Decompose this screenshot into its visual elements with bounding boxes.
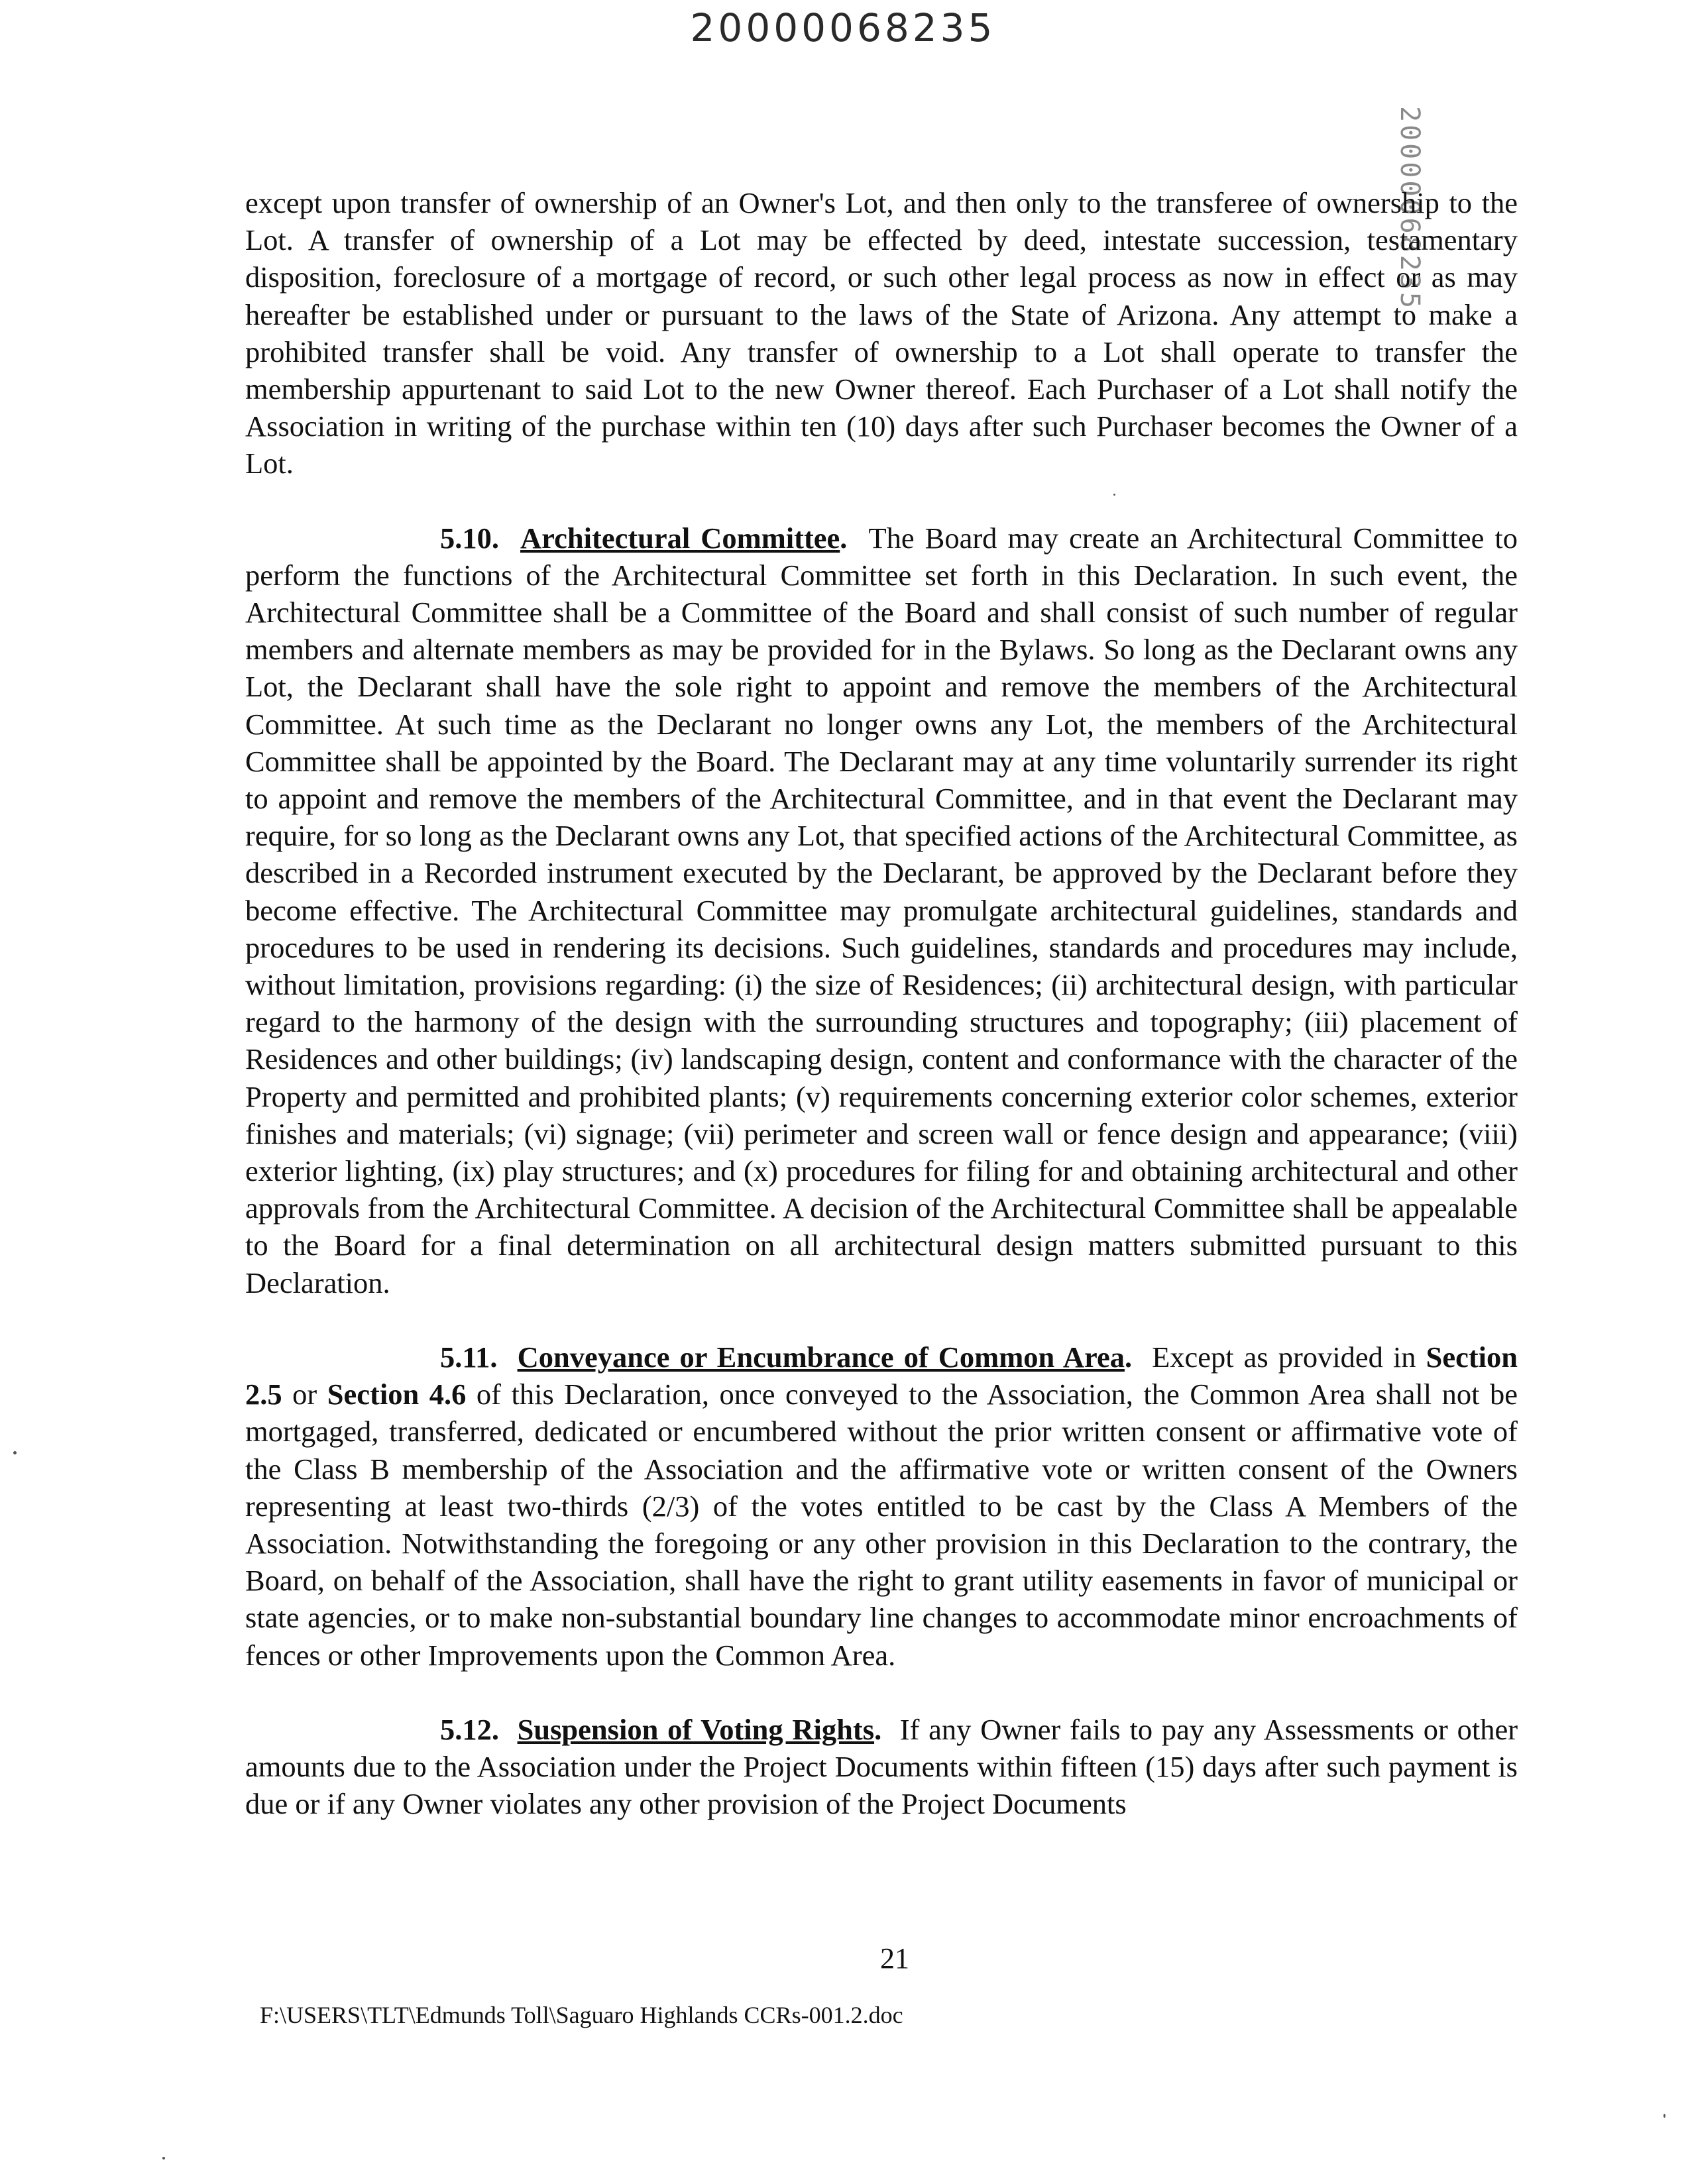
page-number: 21	[880, 1942, 909, 1975]
section-body: If any Owner fails to pay any Assessments or other amounts due to the Association under the Project Documents within fifteen (15) days after such payment is due or if any Owner violates any other provision of the Project Documents	[245, 1712, 1518, 1821]
section-title: Conveyance or Encumbrance of Common Area	[517, 1340, 1125, 1374]
continuation-paragraph: except upon transfer of ownership of an Owner's Lot, and then only to the transferee of ownership to the Lot. A transfer of ownership of a Lot may be effected by deed, intestate succession, testamentary disposition, foreclosure of a mortgage of record, or such other legal process as now in effect or as may hereafter be established under or pursuant to the laws of the State of Arizona. Any attempt to make a prohibited transfer shall be void. Any transfer of ownership to a Lot shall operate to transfer the membership appurtenant to said Lot to the new Owner thereof. Each Purchaser of a Lot shall notify the Association in writing of the purchase within ten (10) days after such Purchaser becomes the Owner of a Lot.	[245, 186, 1518, 480]
section-body: The Board may create an Architectural Committee to perform the functions of the Architectural Committee set forth in this Declaration. In such event, the Architectural Committee shall be a Committee of the Board and shall consist of such number of regular members and alternate members as may be provided for in the Bylaws. So long as the Declarant owns any Lot, the Declarant shall have the sole right to appoint and remove the members of the Architectural Committee. At such time as the Declarant no longer owns any Lot, the members of the Architectural Committee shall be appointed by the Board. The Declarant may at any time voluntarily surrender its right to appoint and remove the members of the Architectural Committee, and in that event the Declarant may require, for so long as the Declarant owns any Lot, that specified actions of the Architectural Committee, as described in a Recorded instrument executed by the Declarant, be approved by the Declarant before they become effective. The Architectural Committee may promulgate architectural guidelines, standards and procedures to be used in rendering its decisions. Such guidelines, standards and procedures may include, without limitation, provisions regarding: (i) the size of Residences; (ii) architectural design, with particular regard to the harmony of the design with the surrounding structures and topography; (iii) placement of Residences and other buildings; (iv) landscaping design, content and conformance with the character of the Property and permitted and prohibited plants; (v) requirements concerning exterior color schemes, exterior finishes and materials; (vi) signage; (vii) perimeter and screen wall or fence design and appearance; (viii) exterior lighting, (ix) play structures; and (x) procedures for filing for and obtaining architectural and other approvals from the Architectural Committee. A decision of the Architectural Committee shall be appealable to the Board for a final determination on all architectural design matters submitted pursuant to this Declaration.	[245, 521, 1518, 1299]
section-reference: Section 2.5	[245, 1340, 1518, 1411]
section-body-lead: Except as provided in	[1152, 1340, 1416, 1374]
document-body	[245, 184, 1518, 1859]
section-5-11: 5.11. Conveyance or Encumbrance of Common Area. Except as provided in Section 2.5 or Section 4.6 of this Declaration, once conveyed to the Association, the Common Area shall not be mortgaged, transferred, dedicated or encumbered without the prior written consent or affirmative vote of the Class B membership of the Association and the affirmative vote or written consent of the Owners representing at least two-thirds (2/3) of the votes entitled to be cast by the Class A Members of the Association. Notwithstanding the foregoing or any other provision in this Declaration to the contrary, the Board, on behalf of the Association, shall have the right to grant utility easements in favor of municipal or state agencies, or to make non-substantial boundary line changes to accommodate minor encroachments of fences or other Improvements upon the Common Area.	[245, 1340, 1518, 1672]
section-number: 5.12.	[440, 1712, 499, 1746]
scan-speck	[1113, 494, 1115, 496]
scan-speck	[13, 1451, 17, 1454]
section-reference: Section 4.6	[327, 1378, 467, 1411]
section-body-rest: of this Declaration, once conveyed to the Association, the Common Area shall not be mortgaged, transferred, dedicated or encumbered without the prior written consent or affirmative vote of the Class B membership of the Association and the affirmative vote or written consent of the Owners representing at least two-thirds (2/3) of the votes entitled to be cast by the Class A Members of the Association. Notwithstanding the foregoing or any other provision in this Declaration to the contrary, the Board, on behalf of the Association, shall have the right to grant utility easements in favor of municipal or state agencies, or to make non-substantial boundary line changes to accommodate minor encroachments of fences or other Improvements upon the Common Area.	[245, 1378, 1518, 1672]
section-title: Suspension of Voting Rights	[517, 1712, 875, 1746]
section-title: Architectural Committee	[520, 521, 840, 555]
scan-speck	[162, 2157, 165, 2159]
document-number-header: 20000068235	[690, 5, 996, 50]
section-number: 5.11.	[440, 1340, 498, 1374]
side-stamp-number: 20000068235	[1394, 106, 1425, 311]
section-5-10: 5.10. Architectural Committee. The Board may create an Architectural Committee to perform the functions of the Architectural Committee set forth in this Declaration. In such event, the Architectural Committee shall be a Committee of the Board and shall consist of such number of regular members and alternate members as may be provided for in the Bylaws. So long as the Declarant owns any Lot, the Declarant shall have the sole right to appoint and remove the members of the Architectural Committee. At such time as the Declarant no longer owns any Lot, the members of the Architectural Committee shall be appointed by the Board. The Declarant may at any time voluntarily surrender its right to appoint and remove the members of the Architectural Committee, and in that event the Declarant may require, for so long as the Declarant owns any Lot, that specified actions of the Architectural Committee, as described in a Recorded instrument executed by the Declarant, be approved by the Declarant before they become effective. The Architectural Committee may promulgate architectural guidelines, standards and procedures to be used in rendering its decisions. Such guidelines, standards and procedures may include, without limitation, provisions regarding: (i) the size of Residences; (ii) architectural design, with particular regard to the harmony of the design with the surrounding structures and topography; (iii) placement of Residences and other buildings; (iv) landscaping design, content and conformance with the character of the Property and permitted and prohibited plants; (v) requirements concerning exterior color schemes, exterior finishes and materials; (vi) signage; (vii) perimeter and screen wall or fence design and appearance; (viii) exterior lighting, (ix) play structures; and (x) procedures for filing for and obtaining architectural and other approvals from the Architectural Committee. A decision of the Architectural Committee shall be appealable to the Board for a final determination on all architectural design matters submitted pursuant to this Declaration.	[245, 521, 1518, 1299]
file-path-footer: F:\USERS\TLT\Edmunds Toll\Saguaro Highlands CCRs-001.2.doc	[260, 2002, 903, 2028]
scan-speck	[1663, 2114, 1665, 2118]
section-connector: or	[292, 1378, 317, 1411]
section-number: 5.10.	[440, 521, 499, 555]
section-5-12: 5.12. Suspension of Voting Rights. If any Owner fails to pay any Assessments or other amounts due to the Association under the Project Documents within fifteen (15) days after such payment is due or if any Owner violates any other provision of the Project Documents	[245, 1712, 1518, 1821]
